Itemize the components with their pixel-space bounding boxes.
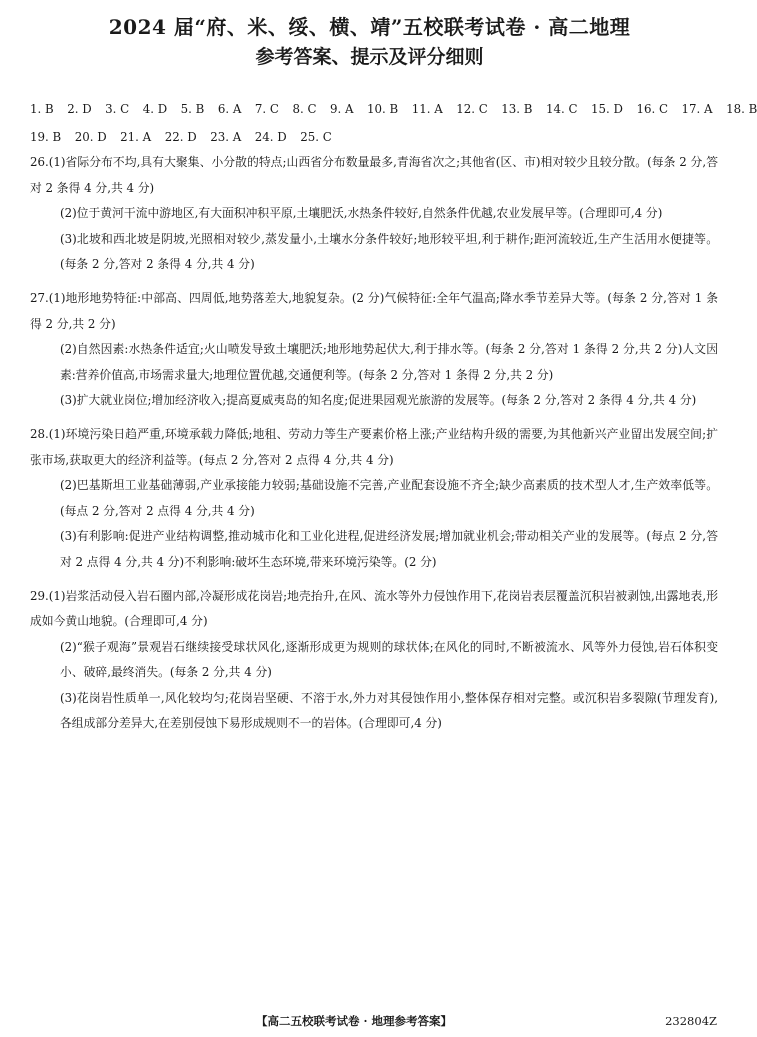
- choice-answer: 21. A: [120, 130, 152, 144]
- choice-answer: 24. D: [254, 130, 287, 144]
- answer-line: (3)有利影响:促进产业结构调整,推动城市化和工业化进程,促进经济发展;增加就业机会;带动相关产业的发展等。(每点 2 分,答对 2 点得 4 分,共 4 分)不利影响:破坏生态环境,带来环境污染等。(2 分): [60, 529, 718, 569]
- question-26: [30, 150, 718, 278]
- choice-answer: 17. A: [681, 102, 713, 116]
- choice-answer-row: [30, 123, 720, 151]
- answer-line: (2)“猴子观海”景观岩石继续接受球状风化,逐渐形成更为规则的球状体;在风化的同时,不断被流水、风等外力侵蚀,岩石体积变小、破碎,最终消失。(每条 2 分,共 4 分): [60, 639, 718, 680]
- choice-answer: 25. C: [300, 130, 332, 144]
- choice-answer: 11. A: [411, 102, 443, 116]
- choice-answer: 22. D: [164, 130, 197, 144]
- page-footer: [0, 1012, 739, 1030]
- choice-answer: 23. A: [210, 130, 242, 144]
- choice-answer: 19. B: [30, 130, 62, 144]
- answer-line: (3)扩大就业岗位;增加经济收入;提高夏威夷岛的知名度;促进果园观光旅游的发展等。(每条 2 分,答对 2 条得 4 分,共 4 分): [60, 393, 697, 408]
- answer-line: 26.(1)省际分布不均,具有大聚集、小分散的特点;山西省分布数量最多,青海省次之;其他省(区、市)相对较少且较分散。(每条 2 分,答对 2 条得 4 分,共 4 分): [30, 155, 718, 195]
- choice-answer: 16. C: [636, 102, 669, 116]
- choice-answer: 18. B: [726, 102, 757, 116]
- choice-answer: 5. B: [180, 102, 205, 116]
- page-title: 2024 届“府、米、绥、横、靖”五校联考试卷 · 高二地理: [108, 15, 631, 39]
- page-subtitle: 参考答案、提示及评分细则: [255, 46, 484, 68]
- choice-answer: 7. C: [254, 102, 279, 116]
- question-28: [30, 422, 718, 576]
- answer-line: 29.(1)岩浆活动侵入岩石圈内部,冷凝形成花岗岩;地壳抬升,在风、流水等外力侵蚀作用下,花岗岩表层覆盖沉积岩被剥蚀,出露地表,形成如今黄山地貌。(合理即可,4 分): [30, 588, 718, 629]
- choice-answers: [30, 95, 757, 151]
- choice-answer: 9. A: [329, 102, 354, 116]
- choice-answer: 4. D: [142, 102, 168, 116]
- choice-answer: 1. B: [30, 102, 54, 116]
- choice-answer: 14. C: [545, 102, 578, 116]
- footer-label: 【高二五校联考试卷 · 地理参考答案】: [256, 1014, 453, 1028]
- choice-answer: 15. D: [591, 102, 623, 116]
- answer-line: (2)自然因素:水热条件适宜;火山喷发导致土壤肥沃;地形地势起伏大,利于排水等。(每条 2 分,答对 1 条得 2 分,共 2 分)人文因素:营养价值高,市场需求量大;地理位置优越,交通便利等。(每条 2 分,答对 1 条得 2 分,共 2 分): [60, 342, 718, 382]
- answer-line: (3)北坡和西北坡是阴坡,光照相对较少,蒸发量小,土壤水分条件较好;地形较平坦,利于耕作;距河流较近,生产生活用水便捷等。(每条 2 分,答对 2 条得 4 分,共 4 分): [60, 231, 718, 272]
- footer-code: 232804Z: [665, 1014, 717, 1028]
- choice-answer: 13. B: [501, 102, 533, 116]
- choice-answer: 10. B: [367, 102, 399, 116]
- question-answers: [30, 150, 718, 745]
- answer-line: 27.(1)地形地势特征:中部高、四周低,地势落差大,地貌复杂。(2 分)气候特征:全年气温高;降水季节差异大等。(每条 2 分,答对 1 条得 2 分,共 2 分): [30, 290, 718, 331]
- choice-answer: 8. C: [292, 102, 317, 116]
- answer-line: (2)巴基斯坦工业基础薄弱,产业承接能力较弱;基础设施不完善,产业配套设施不齐全;缺少高素质的技术型人才,生产效率低等。(每点 2 分,答对 2 点得 4 分,共 4 分): [60, 478, 718, 518]
- choice-answer: 2. D: [67, 102, 92, 116]
- answer-line: (3)花岗岩性质单一,风化较均匀;花岗岩坚硬、不溶于水,外力对其侵蚀作用小,整体保存相对完整。或沉积岩多裂隙(节理发育),各组成部分差异大,在差别侵蚀下易形成规则不一的岩体。(合理即可,4 分): [60, 690, 718, 731]
- choice-answer-row: [30, 95, 757, 123]
- answer-line: (2)位于黄河干流中游地区,有大面积冲积平原,土壤肥沃,水热条件较好,自然条件优越,农业发展早等。(合理即可,4 分): [60, 206, 663, 221]
- answer-line: 28.(1)环境污染日趋严重,环境承载力降低;地租、劳动力等生产要素价格上涨;产业结构升级的需要,为其他新兴产业留出发展空间;扩张市场,获取更大的经济利益等。(每点 2 分,答对 2 点得 4 分,共 4 分): [30, 426, 718, 467]
- question-27: [30, 286, 718, 414]
- choice-answer: 12. C: [456, 102, 488, 116]
- choice-answer: 3. C: [105, 102, 130, 116]
- choice-answer: 20. D: [74, 130, 107, 144]
- question-29: [30, 584, 718, 738]
- choice-answer: 6. A: [217, 102, 242, 116]
